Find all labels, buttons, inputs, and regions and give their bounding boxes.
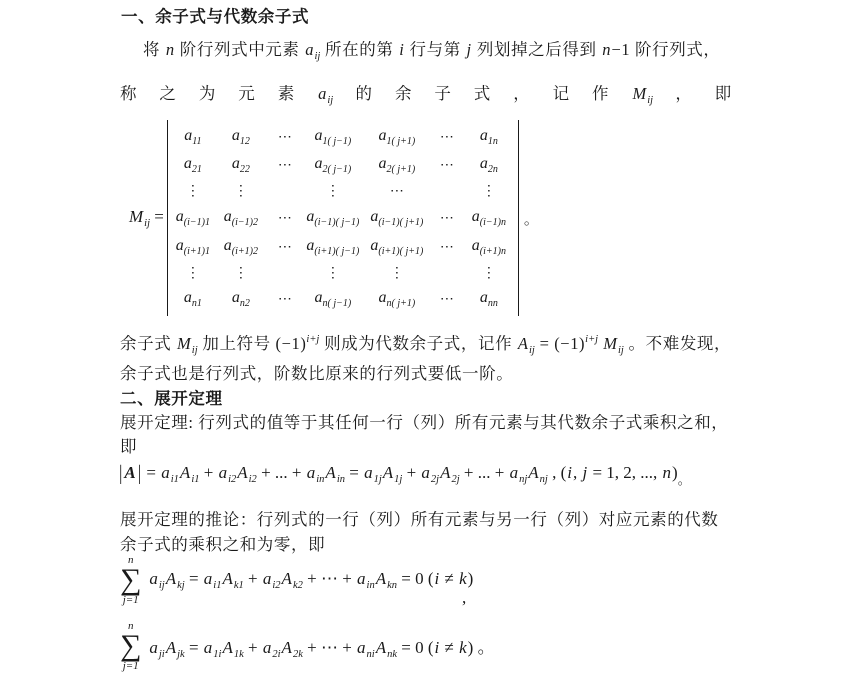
text-segment: kj bbox=[177, 580, 185, 592]
text-segment: nj bbox=[539, 474, 548, 485]
text-segment: k1 bbox=[233, 580, 244, 592]
text-segment: j bbox=[466, 40, 472, 59]
formula-row-sum bbox=[120, 555, 473, 606]
matrix-cell: ⋮ bbox=[233, 265, 248, 281]
text-segment: 2j bbox=[430, 474, 440, 485]
text-segment: 1j bbox=[373, 474, 382, 485]
text-segment: 为 bbox=[198, 84, 216, 103]
text-segment: 称 bbox=[120, 84, 138, 103]
text-segment: A bbox=[382, 463, 394, 482]
text-segment: + bbox=[402, 463, 421, 482]
text-segment: n bbox=[165, 40, 175, 59]
text-segment: M bbox=[177, 334, 191, 353]
text-segment: ) bbox=[467, 637, 478, 657]
text-segment: i bbox=[399, 40, 404, 59]
sum-lower-limit: j=1 bbox=[122, 593, 139, 606]
matrix-cell: $a_{(i-1)( j+1)}$ bbox=[370, 208, 424, 228]
matrix-cell: $a_{22}$ bbox=[231, 155, 250, 175]
text-segment: 的 bbox=[355, 84, 373, 103]
text-segment: | bbox=[137, 460, 142, 485]
matrix-cell: ⋯ bbox=[439, 157, 454, 173]
text-segment: A bbox=[517, 334, 528, 353]
text-segment: 素 bbox=[277, 84, 295, 103]
text-segment: ij bbox=[617, 345, 624, 356]
text-segment: 子 bbox=[434, 84, 452, 103]
matrix-period: 。 bbox=[523, 211, 539, 228]
text-segment: nj bbox=[519, 474, 528, 485]
text-segment: A bbox=[528, 463, 539, 482]
para-expansion-theorem-line1: 展开定理: 行列式的值等于其任何一行（列）所有元素与其代数余子式乘积之和， bbox=[120, 413, 729, 432]
formula-col-sum-body bbox=[148, 633, 494, 660]
text-segment: a bbox=[318, 84, 327, 103]
text-segment: 则成为代数余子式，记作 bbox=[319, 334, 517, 353]
text-segment: −1 阶行列式， bbox=[611, 40, 721, 59]
text-segment: = bbox=[142, 463, 161, 482]
sum-upper-limit: n bbox=[127, 620, 134, 632]
matrix-cell: ⋯ bbox=[439, 210, 454, 226]
matrix-cell: ⋯ bbox=[439, 239, 454, 255]
matrix-cell: $a_{1( j+1)}$ bbox=[378, 127, 416, 147]
text-segment: ， bbox=[675, 84, 693, 103]
para-expansion-theorem-line2: 即 bbox=[120, 437, 138, 456]
para-minor-note: 余子式也是行列式，阶数比原来的行列式要低一阶。 bbox=[120, 364, 514, 383]
text-segment: A bbox=[375, 637, 387, 657]
matrix-lhs bbox=[128, 207, 164, 229]
text-segment: A bbox=[179, 463, 191, 482]
text-segment: jk bbox=[177, 648, 185, 660]
text-segment: i1 bbox=[213, 580, 222, 592]
text-segment: a bbox=[218, 463, 228, 482]
matrix-cell: $a_{n( j-1)}$ bbox=[314, 289, 352, 309]
text-segment: ≠ bbox=[440, 637, 459, 657]
text-segment: 列划掉之后得到 bbox=[472, 40, 602, 59]
text-segment: , bbox=[572, 463, 582, 482]
text-segment: | bbox=[119, 460, 123, 485]
text-segment: 之 bbox=[159, 84, 177, 103]
matrix-cell: ⋯ bbox=[277, 291, 292, 307]
text-segment: i bbox=[567, 463, 572, 482]
para-corollary-line2: 余子式的乘积之和为零，即 bbox=[120, 535, 326, 554]
text-segment: = 0 ( bbox=[397, 569, 434, 589]
matrix-cell: ⋯ bbox=[277, 157, 292, 173]
matrix-cell: $a_{2n}$ bbox=[479, 155, 498, 175]
text-segment: A bbox=[281, 569, 292, 589]
text-segment: a bbox=[262, 569, 272, 589]
text-segment: ij bbox=[144, 218, 151, 229]
text-segment: a bbox=[306, 463, 316, 482]
summation-symbol bbox=[120, 621, 141, 672]
matrix-cell: $a_{(i+1)2}$ bbox=[223, 237, 258, 257]
text-segment: + ... + bbox=[459, 463, 509, 482]
justified-token bbox=[199, 83, 216, 112]
text-segment: + bbox=[243, 569, 262, 589]
text-segment: in bbox=[316, 474, 325, 485]
formula-col-sum bbox=[120, 621, 495, 672]
para-minor-definition bbox=[120, 39, 721, 68]
sigma-glyph: ∑ bbox=[120, 629, 142, 662]
text-segment: k2 bbox=[292, 580, 303, 592]
matrix-cell: $a_{(i-1)n}$ bbox=[471, 208, 506, 228]
justified-token bbox=[513, 83, 530, 112]
justified-token bbox=[434, 83, 451, 112]
text-segment: 所在的第 bbox=[320, 40, 399, 59]
justified-token bbox=[120, 83, 137, 112]
justified-token bbox=[474, 83, 491, 112]
matrix-cell: $a_{(i-1)( j-1)}$ bbox=[306, 208, 360, 228]
text-segment: a bbox=[262, 637, 272, 657]
matrix-cell: $a_{(i+1)1}$ bbox=[175, 237, 210, 257]
text-segment: 2j bbox=[451, 474, 460, 485]
summation-symbol bbox=[120, 555, 141, 606]
text-segment: 1k bbox=[233, 648, 244, 660]
text-segment: ， bbox=[513, 84, 531, 103]
text-segment: i2 bbox=[228, 474, 237, 485]
matrix-cell: ⋮ bbox=[185, 265, 200, 281]
matrix-cell: $a_{(i-1)1}$ bbox=[175, 208, 210, 228]
para-cofactor-definition bbox=[120, 329, 731, 362]
text-segment: + bbox=[199, 463, 218, 482]
sum-lower-limit: j=1 bbox=[122, 659, 139, 672]
text-segment: 即 bbox=[714, 84, 732, 103]
formula-separator-comma: , bbox=[462, 588, 467, 607]
matrix-cell: $a_{(i+1)n}$ bbox=[471, 237, 506, 257]
text-segment: ≠ bbox=[440, 569, 459, 589]
text-segment: a bbox=[364, 463, 373, 482]
sigma-glyph: ∑ bbox=[120, 563, 142, 596]
text-segment: , ( bbox=[547, 463, 567, 482]
text-segment: 。 bbox=[677, 472, 691, 487]
matrix-cell: $a_{nn}$ bbox=[479, 289, 498, 309]
matrix-cell: ⋮ bbox=[233, 183, 248, 199]
justified-token bbox=[395, 83, 412, 112]
matrix-cell: $a_{1( j-1)}$ bbox=[314, 127, 352, 147]
text-segment: i2 bbox=[272, 580, 281, 592]
text-segment: a bbox=[149, 569, 158, 589]
text-segment: = bbox=[184, 569, 203, 589]
text-segment: A bbox=[325, 463, 336, 482]
justified-token bbox=[356, 83, 373, 112]
text-segment: = 0 ( bbox=[397, 637, 434, 657]
text-segment: a bbox=[305, 40, 314, 59]
text-segment: i1 bbox=[170, 474, 179, 485]
matrix-cell: $a_{n1}$ bbox=[183, 289, 202, 309]
text-segment: M bbox=[129, 207, 144, 226]
text-segment: A bbox=[165, 569, 177, 589]
text-segment: A bbox=[375, 569, 387, 589]
matrix-cell: ⋯ bbox=[277, 210, 292, 226]
text-segment: i bbox=[434, 569, 440, 589]
justified-token bbox=[631, 83, 653, 112]
text-segment: i1 bbox=[191, 474, 200, 485]
justified-token bbox=[675, 83, 692, 112]
text-segment: k bbox=[459, 637, 467, 657]
text-segment: a bbox=[161, 463, 170, 482]
text-segment: = bbox=[184, 637, 203, 657]
text-segment: in bbox=[366, 580, 375, 592]
text-segment: 将 bbox=[143, 40, 165, 59]
matrix-cell: $a_{n2}$ bbox=[231, 289, 250, 309]
text-segment: in bbox=[336, 474, 345, 485]
sum-upper-limit: n bbox=[127, 554, 134, 566]
section-heading-expansion: 二、展开定理 bbox=[120, 389, 223, 408]
text-segment: a bbox=[203, 637, 213, 657]
text-segment: ij bbox=[327, 95, 334, 106]
text-segment: A bbox=[281, 637, 292, 657]
para-justified-naming bbox=[120, 83, 732, 112]
text-segment: 2i bbox=[272, 648, 281, 660]
text-segment: A bbox=[440, 463, 451, 482]
matrix-cell: $a_{(i+1)( j-1)}$ bbox=[306, 237, 360, 257]
matrix-cell: ⋮ bbox=[325, 183, 340, 199]
text-segment: 余子式 bbox=[120, 334, 177, 353]
text-segment: ij bbox=[191, 345, 198, 356]
matrix-cell: ⋯ bbox=[389, 183, 404, 199]
text-segment: = (−1) bbox=[534, 334, 586, 353]
matrix-cell: ⋮ bbox=[389, 265, 404, 281]
text-segment: 。 bbox=[477, 637, 495, 657]
determinant-matrix bbox=[167, 120, 519, 316]
text-segment: 式 bbox=[473, 84, 491, 103]
justified-token bbox=[278, 83, 295, 112]
text-segment: a bbox=[357, 637, 366, 657]
justified-token bbox=[317, 83, 333, 112]
text-segment: 作 bbox=[592, 84, 610, 103]
section-heading-minors: 一、余子式与代数余子式 bbox=[121, 7, 310, 26]
formula-expansion bbox=[118, 460, 691, 488]
para-corollary-line1: 展开定理的推论：行列式的一行（列）所有元素与另一行（列）对应元素的代数 bbox=[120, 510, 719, 529]
matrix-cell: $a_{12}$ bbox=[231, 127, 250, 147]
text-segment: ji bbox=[158, 648, 165, 660]
text-segment: 2k bbox=[292, 648, 303, 660]
text-segment: a bbox=[357, 569, 366, 589]
justified-token bbox=[159, 83, 176, 112]
text-segment: kn bbox=[387, 580, 398, 592]
text-segment: 1j bbox=[394, 474, 403, 485]
text-segment: + ⋯ + bbox=[302, 637, 357, 657]
text-segment: i+j bbox=[306, 334, 320, 345]
matrix-cell: $a_{2( j+1)}$ bbox=[378, 155, 416, 175]
text-segment: A bbox=[165, 637, 177, 657]
text-segment: i+j bbox=[585, 334, 599, 345]
text-segment: + ⋯ + bbox=[302, 569, 357, 589]
text-segment: + ... + bbox=[256, 463, 306, 482]
text-segment: = 1, 2, ..., bbox=[588, 463, 662, 482]
text-segment: 1i bbox=[213, 648, 222, 660]
matrix-cell: ⋯ bbox=[277, 129, 292, 145]
text-segment: ij bbox=[529, 345, 535, 356]
text-segment: ni bbox=[366, 648, 375, 660]
text-segment: 元 bbox=[238, 84, 256, 103]
justified-token bbox=[553, 83, 570, 112]
text-segment: ij bbox=[158, 580, 165, 592]
matrix-cell: $a_{2( j-1)}$ bbox=[314, 155, 352, 175]
matrix-cell: $a_{1n}$ bbox=[479, 127, 498, 147]
text-segment: A bbox=[222, 569, 233, 589]
text-segment: + bbox=[243, 637, 262, 657]
text-segment: 加上符号 (−1) bbox=[197, 334, 307, 353]
text-segment: ij bbox=[314, 51, 321, 62]
text-segment: M bbox=[632, 84, 647, 103]
text-segment: A bbox=[124, 463, 136, 482]
text-segment: 行与第 bbox=[404, 40, 466, 59]
matrix-cell: $a_{(i-1)2}$ bbox=[223, 208, 258, 228]
text-segment: 阶行列式中元素 bbox=[175, 40, 305, 59]
text-segment: a bbox=[203, 569, 213, 589]
text-segment: i bbox=[434, 637, 440, 657]
matrix-cell: ⋮ bbox=[481, 183, 496, 199]
text-segment: ) bbox=[672, 463, 678, 482]
text-segment: A bbox=[222, 637, 233, 657]
matrix-cell: ⋯ bbox=[277, 239, 292, 255]
justified-token bbox=[238, 83, 255, 112]
matrix-cell: ⋯ bbox=[439, 291, 454, 307]
text-segment: 。不难发现， bbox=[623, 334, 732, 353]
justified-token bbox=[715, 83, 732, 112]
text-segment: = bbox=[344, 463, 364, 482]
matrix-cell: ⋮ bbox=[481, 265, 496, 281]
text-segment: = bbox=[150, 207, 164, 226]
text-segment: nk bbox=[387, 648, 398, 660]
matrix-cell: ⋮ bbox=[325, 265, 340, 281]
text-segment: a bbox=[149, 637, 158, 657]
text-segment: 余 bbox=[394, 84, 413, 103]
text-segment: ) bbox=[467, 569, 474, 589]
matrix-cell: $a_{21}$ bbox=[183, 155, 202, 175]
text-segment: A bbox=[237, 463, 248, 482]
matrix-cell: $a_{11}$ bbox=[184, 127, 202, 147]
matrix-cell: $a_{n( j+1)}$ bbox=[378, 289, 416, 309]
text-segment: a bbox=[509, 463, 519, 482]
text-segment: j bbox=[582, 463, 588, 482]
text-segment: ij bbox=[647, 95, 654, 106]
text-segment: n bbox=[662, 463, 672, 482]
matrix-cell: ⋮ bbox=[185, 183, 200, 199]
justified-token bbox=[592, 83, 609, 112]
matrix-cell: ⋯ bbox=[439, 129, 454, 145]
minor-determinant-equation bbox=[128, 120, 539, 316]
text-segment: i2 bbox=[248, 474, 257, 485]
formula-row-sum-body bbox=[148, 569, 473, 591]
matrix-cell: $a_{(i+1)( j+1)}$ bbox=[370, 237, 424, 257]
text-segment: a bbox=[421, 463, 430, 482]
text-segment: k bbox=[459, 569, 467, 589]
text-segment: 记 bbox=[552, 84, 570, 103]
text-segment: n bbox=[602, 40, 611, 59]
text-segment: M bbox=[599, 334, 617, 353]
